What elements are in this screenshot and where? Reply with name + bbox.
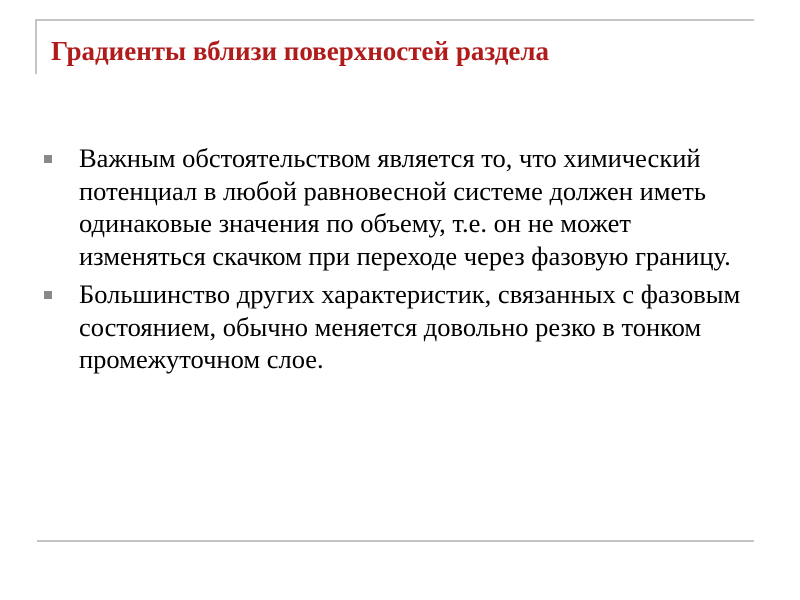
bullet-text: Важным обстоятельством является то, что химический потенциал в любой равновесной системе должен иметь одинаковые значения по объему, т.е. он не может изменяться скачком при переходе через фазовую границу. [79,143,731,271]
slide-title: Градиенты вблизи поверхностей раздела [51,36,549,66]
square-bullet-icon [44,291,52,299]
bullet-list [44,142,744,382]
bottom-rule [37,540,754,542]
square-bullet-icon [44,155,52,163]
bullet-item [44,142,744,272]
bullet-text: Большинство других характеристик, связанных с фазовым состоянием, обычно меняется довольно резко в тонком промежуточном слое. [79,279,741,374]
top-rule [37,19,754,21]
bullet-item [44,278,744,376]
title-left-rule [35,19,37,74]
